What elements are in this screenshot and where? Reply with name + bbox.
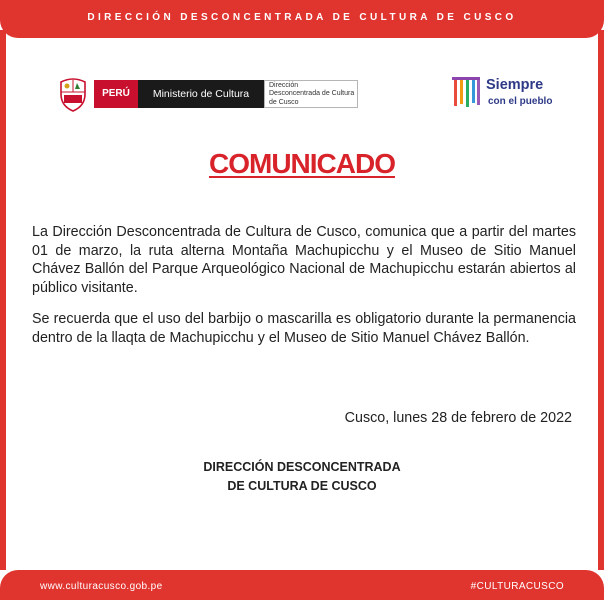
hashtag-label: #CULTURACUSCO <box>470 581 564 592</box>
government-logo <box>58 74 358 114</box>
header-title: DIRECCIÓN DESCONCENTRADA DE CULTURA DE CUSCO <box>87 12 517 23</box>
colored-bars-icon <box>452 75 480 109</box>
signature-block <box>0 458 604 496</box>
document-title: COMUNICADO <box>209 148 395 179</box>
signature-line: DIRECCIÓN DESCONCENTRADA <box>203 460 401 474</box>
campaign-title: Siempre <box>486 77 544 93</box>
paragraph: Se recuerda que el uso del barbijo o mascarilla es obligatorio durante la permanencia dentro de la llaqta de Machupicchu y el Museo de Sitio Manuel Chávez Ballón. <box>32 311 576 346</box>
signature-line: DE CULTURA DE CUSCO <box>227 479 377 493</box>
campaign-subtitle: con el pueblo <box>488 96 553 107</box>
coat-of-arms-icon <box>58 76 88 112</box>
directorate-line: de Cusco <box>269 98 299 106</box>
campaign-logo <box>452 74 562 112</box>
directorate-line: Dirección <box>269 82 299 89</box>
directorate-label <box>264 80 358 108</box>
ministry-label: Ministerio de Cultura <box>138 80 264 108</box>
directorate-line: Desconcentrada de Cultura <box>269 90 355 98</box>
peru-label: PERÚ <box>94 80 138 108</box>
paragraph: La Dirección Desconcentrada de Cultura de Cusco, comunica que a partir del martes 01 de marzo, la ruta alterna Montaña Machupicchu y el Museo de Sitio Manuel Chávez Ballón del Parque Arqueológico Nacional de Machupicchu estarán abiertos al público visitante. <box>32 224 576 296</box>
website-link[interactable]: www.culturacusco.gob.pe <box>40 581 163 592</box>
document-date: Cusco, lunes 28 de febrero de 2022 <box>344 410 572 426</box>
